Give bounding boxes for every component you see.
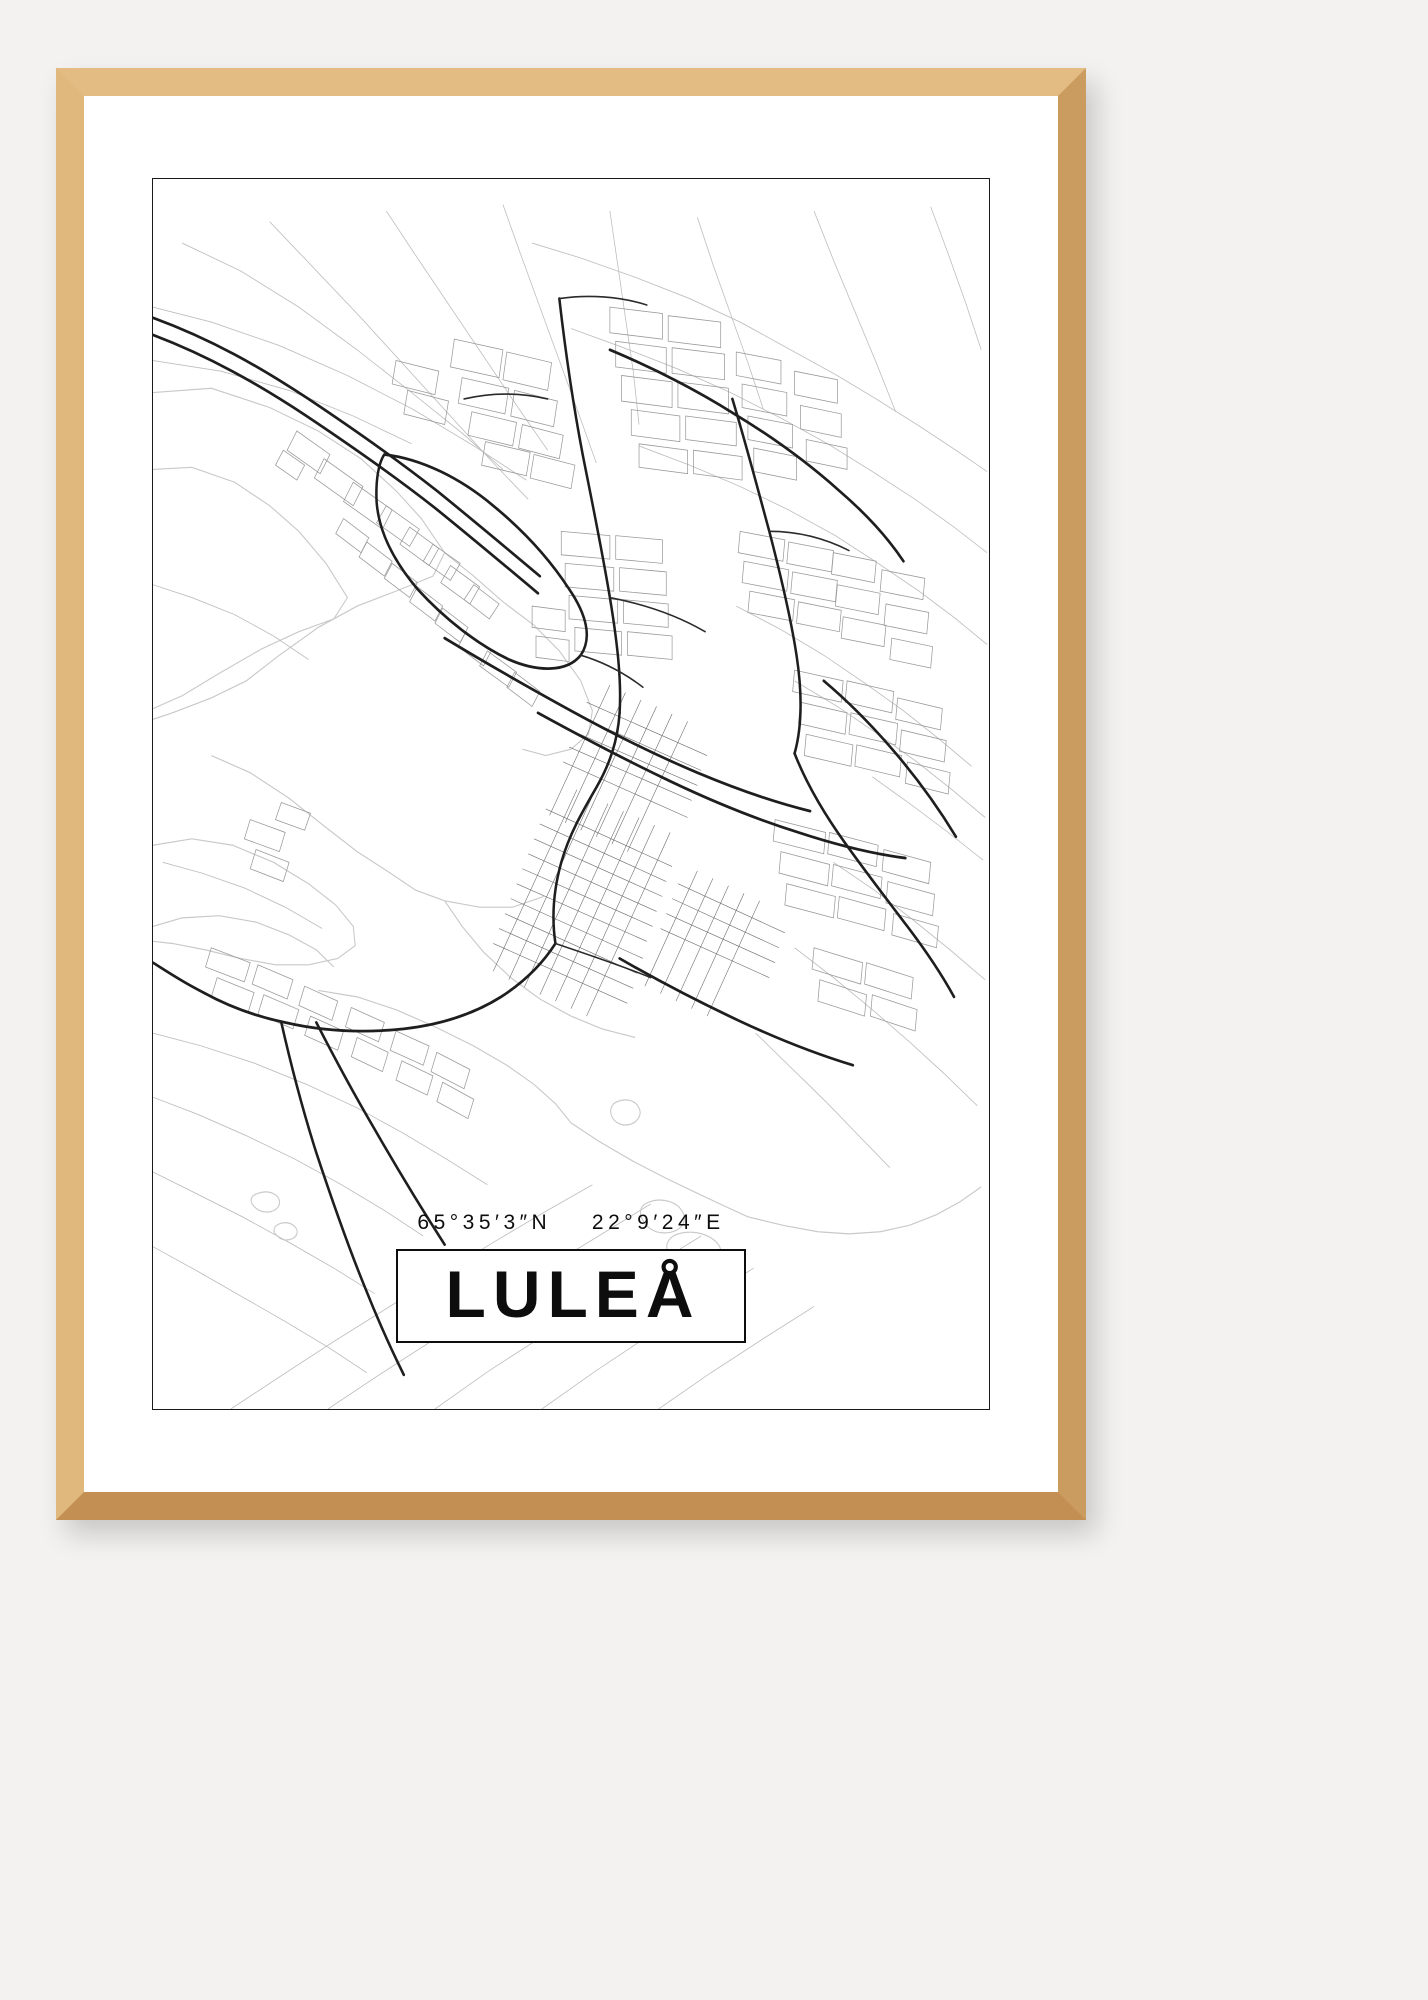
longitude-text: 22°9′24″E bbox=[591, 1211, 725, 1234]
city-name-box bbox=[396, 1249, 747, 1343]
latitude-text: 65°35′3″N bbox=[417, 1211, 552, 1234]
mat-board bbox=[84, 96, 1058, 1492]
city-name: LULEÅ bbox=[445, 1257, 701, 1331]
map-poster bbox=[152, 178, 990, 1410]
picture-frame bbox=[56, 68, 1086, 1520]
title-block bbox=[153, 1211, 989, 1343]
coordinates bbox=[417, 1211, 724, 1235]
